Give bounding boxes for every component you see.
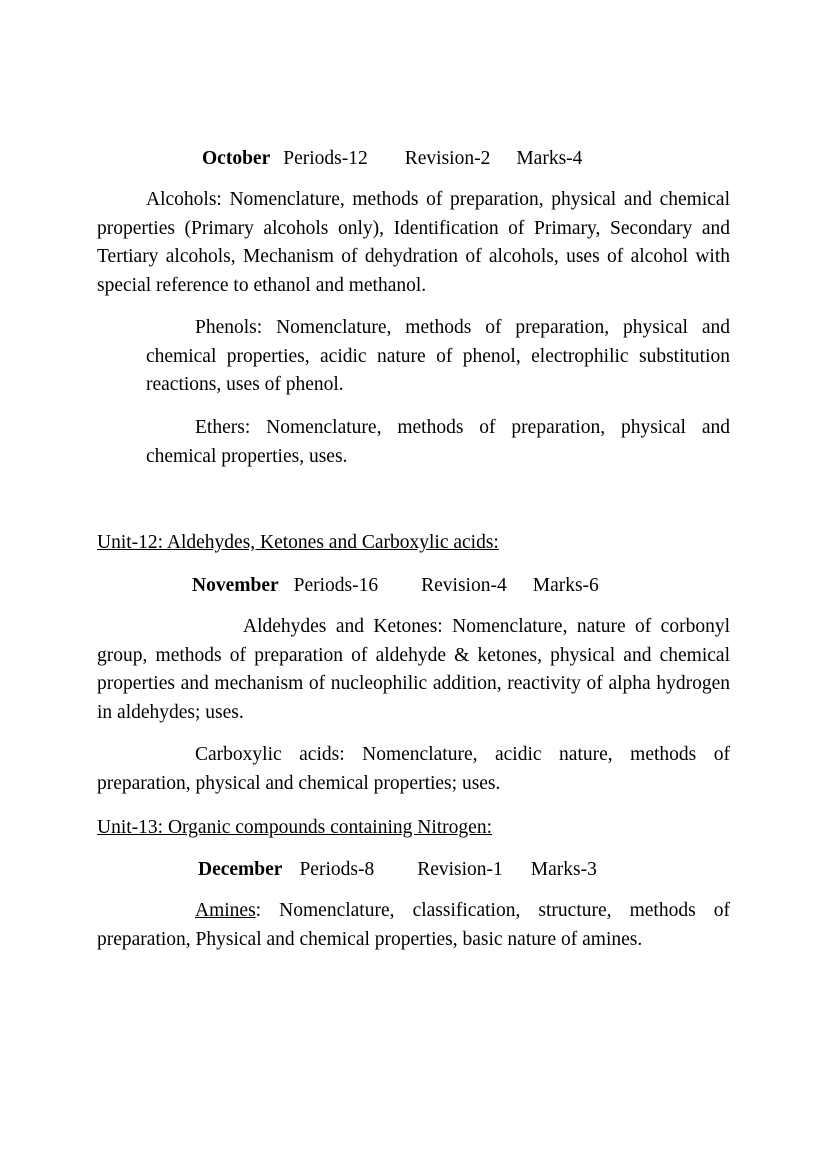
- november-schedule: [192, 574, 599, 598]
- schedule-marks: Marks-3: [530, 859, 597, 880]
- amines-text: : Nomenclature, classification, structure, methods of preparation, Physical and chemical properties, basic nature of amines.: [97, 900, 730, 950]
- schedule-month: October: [202, 148, 271, 169]
- schedule-revision: Revision-4: [421, 575, 507, 596]
- schedule-revision: Revision-1: [417, 859, 503, 880]
- carboxylic-acids-paragraph: Carboxylic acids: Nomenclature, acidic nature, methods of preparation, physical and chemical properties; uses.: [97, 744, 730, 794]
- schedule-periods: Periods-8: [299, 859, 375, 880]
- schedule-periods: Periods-12: [283, 148, 368, 169]
- december-schedule: [198, 858, 597, 882]
- schedule-month: November: [192, 575, 279, 596]
- phenols-paragraph: Phenols: Nomenclature, methods of preparation, physical and chemical properties, acidic nature of phenol, electrophilic substitution reactions, uses of phenol.: [146, 317, 730, 396]
- schedule-periods: Periods-16: [293, 575, 379, 596]
- amines-label: Amines: [195, 900, 256, 921]
- aldehydes-ketones-paragraph: Aldehydes and Ketones: Nomenclature, nature of corbonyl group, methods of preparation of aldehyde & ketones, physical and chemical properties and mechanism of nucleophilic addition, reactivity of alpha hydrogen in aldehydes; uses.: [97, 616, 730, 724]
- alcohols-paragraph: Alcohols: Nomenclature, methods of preparation, physical and chemical properties (Primary alcohols only), Identification of Primary, Secondary and Tertiary alcohols, Mechanism of dehydration of alcohols, uses of alcohol with special reference to ethanol and methanol.: [97, 189, 730, 297]
- schedule-marks: Marks-6: [532, 575, 599, 596]
- october-schedule: [202, 147, 582, 171]
- schedule-month: December: [198, 859, 283, 880]
- schedule-marks: Marks-4: [516, 148, 583, 169]
- unit-13-heading: Unit-13: Organic compounds containing Nitrogen:: [97, 817, 492, 838]
- amines-paragraph: [97, 897, 730, 954]
- schedule-revision: Revision-2: [404, 148, 491, 169]
- unit-12-heading: Unit-12: Aldehydes, Ketones and Carboxylic acids:: [97, 532, 499, 553]
- ethers-paragraph: Ethers: Nomenclature, methods of preparation, physical and chemical properties, uses.: [146, 417, 730, 467]
